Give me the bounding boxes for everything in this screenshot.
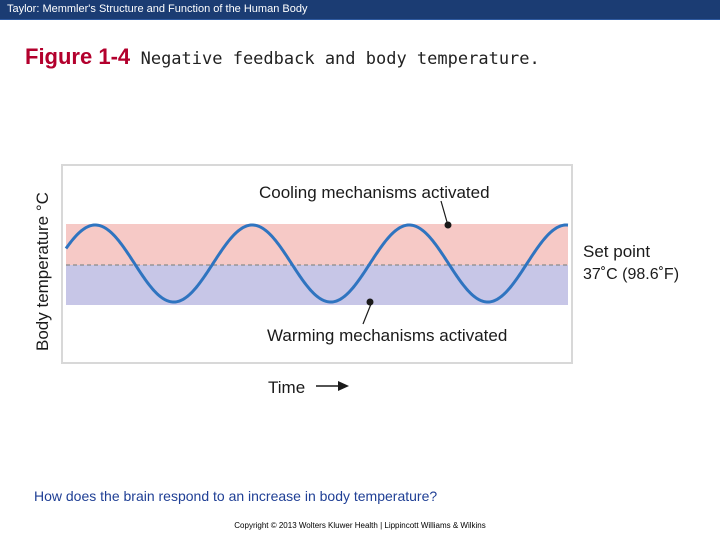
y-axis-label: Body temperature °C (33, 192, 52, 351)
warming-activation-point (367, 299, 374, 306)
header-title: Taylor: Memmler's Structure and Function of the Human Body (7, 3, 308, 15)
x-axis-label: Time (268, 378, 306, 397)
cooling-label: Cooling mechanisms activated (259, 183, 490, 202)
figure-number: Figure 1-4 (25, 44, 131, 69)
figure-caption: Negative feedback and body temperature. (140, 49, 540, 69)
cooling-activation-point (445, 222, 452, 229)
set-point-value: 37˚C (98.6˚F) (583, 266, 680, 283)
discussion-question: How does the brain respond to an increase in body temperature? (34, 488, 438, 504)
lower-temperature-band (66, 265, 568, 305)
warming-label: Warming mechanisms activated (267, 326, 508, 345)
x-axis-arrow (316, 381, 349, 391)
copyright-notice: Copyright © 2013 Wolters Kluwer Health | Lippincott Williams & Wilkins (234, 521, 486, 530)
set-point-label: Set point (583, 242, 651, 261)
upper-temperature-band (66, 224, 568, 265)
